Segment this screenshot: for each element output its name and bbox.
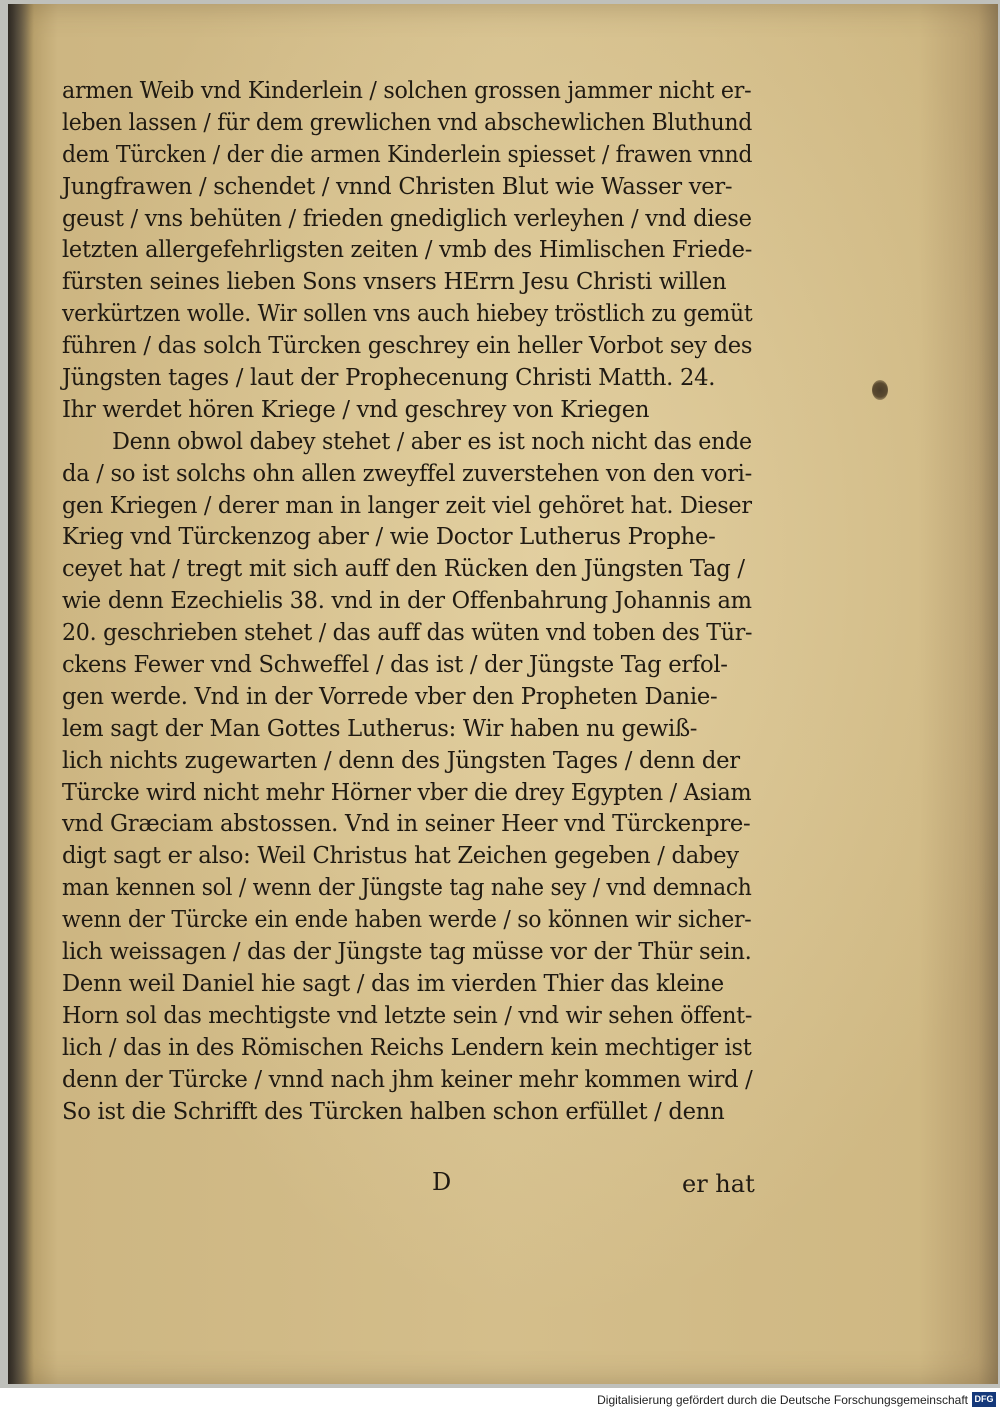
text-line: lich nichts zugewarten / denn des Jüngsten Tages / denn der xyxy=(62,747,740,774)
text-line: lem sagt der Man Gottes Lutherus: Wir haben nu gewiß- xyxy=(62,715,698,742)
text-line: leben lassen / für dem grewlichen vnd abschewlichen Bluthund xyxy=(62,109,753,136)
text-line: wie denn Ezechielis 38. vnd in der Offenbahrung Johannis am xyxy=(62,588,752,615)
text-line: ckens Fewer vnd Schweffel / das ist / der Jüngste Tag erfol- xyxy=(62,652,728,679)
page-gutter-shadow xyxy=(8,4,34,1384)
page-text-block xyxy=(62,76,762,1128)
text-line: gen Kriegen / derer man in langer zeit viel gehöret hat. Dieser xyxy=(62,492,752,519)
text-line: Türcke wird nicht mehr Hörner vber die drey Egypten / Asiam xyxy=(62,779,752,806)
text-line: vnd Græciam abstossen. Vnd in seiner Heer vnd Türckenpre- xyxy=(62,811,751,838)
text-line: man kennen sol / wenn der Jüngste tag nahe sey / vnd demnach xyxy=(62,875,752,902)
text-line: Jungfrawen / schendet / vnnd Christen Blut wie Wasser ver- xyxy=(62,173,733,200)
text-line: lich weissagen / das der Jüngste tag müsse vor der Thür sein. xyxy=(62,939,752,966)
text-line: geust / vns behüten / frieden gnediglich verleyhen / vnd diese xyxy=(62,205,752,232)
dfg-logo: DFG xyxy=(972,1392,996,1407)
text-line: ceyet hat / tregt mit sich auff den Rücken den Jüngsten Tag / xyxy=(62,556,745,583)
text-line: verkürtzen wolle. Wir sollen vns auch hiebey tröstlich zu gemüt xyxy=(62,301,753,328)
text-line: wenn der Türcke ein ende haben werde / so können wir sicher- xyxy=(62,907,752,934)
text-line: 20. geschrieben stehet / das auff das wüten vnd toben des Tür- xyxy=(62,620,753,647)
text-line: Denn weil Daniel hie sagt / das im vierden Thier das kleine xyxy=(62,970,724,997)
text-line-paragraph-start: Denn obwol dabey stehet / aber es ist noch nicht das ende xyxy=(112,428,752,455)
text-line: armen Weib vnd Kinderlein / solchen grossen jammer nicht er- xyxy=(62,78,752,104)
signature-mark: D xyxy=(432,1168,452,1196)
text-line: Horn sol das mechtigste vnd letzte sein / vnd wir sehen öffent- xyxy=(62,1002,753,1029)
ink-stain-mark xyxy=(872,380,888,400)
text-line: lich / das in des Römischen Reichs Lendern kein mechtiger ist xyxy=(62,1034,752,1061)
text-line: da / so ist solchs ohn allen zweyffel zuverstehen von den vori- xyxy=(62,460,752,487)
text-line: Ihr werdet hören Kriege / vnd geschrey von Kriegen xyxy=(62,396,650,423)
text-line: Jüngsten tages / laut der Prophecenung Christi Matth. 24. xyxy=(62,365,716,392)
text-line: denn der Türcke / vnnd nach jhm keiner mehr kommen wird / xyxy=(62,1066,753,1093)
text-line: fürsten seines lieben Sons vnsers HErrn Jesu Christi willen xyxy=(62,269,727,296)
text-line: letzten allergefehrligsten zeiten / vmb des Himlischen Friede- xyxy=(62,237,753,264)
text-line: digt sagt er also: Weil Christus hat Zeichen gegeben / dabey xyxy=(62,843,739,870)
text-line: So ist die Schrifft des Türcken halben schon erfüllet / denn xyxy=(62,1098,725,1125)
text-line: Krieg vnd Türckenzog aber / wie Doctor Lutherus Prophe- xyxy=(62,524,716,551)
text-line: gen werde. Vnd in der Vorrede vber den Propheten Danie- xyxy=(62,683,718,710)
text-line: führen / das solch Türcken geschrey ein heller Vorbot sey des xyxy=(62,333,753,360)
funding-credit-text: Digitalisierung gefördert durch die Deutsche Forschungsgemeinschaft xyxy=(597,1393,968,1407)
catchword: er hat xyxy=(682,1170,755,1198)
text-line: dem Türcken / der die armen Kinderlein spiesset / frawen vnnd xyxy=(62,141,753,168)
